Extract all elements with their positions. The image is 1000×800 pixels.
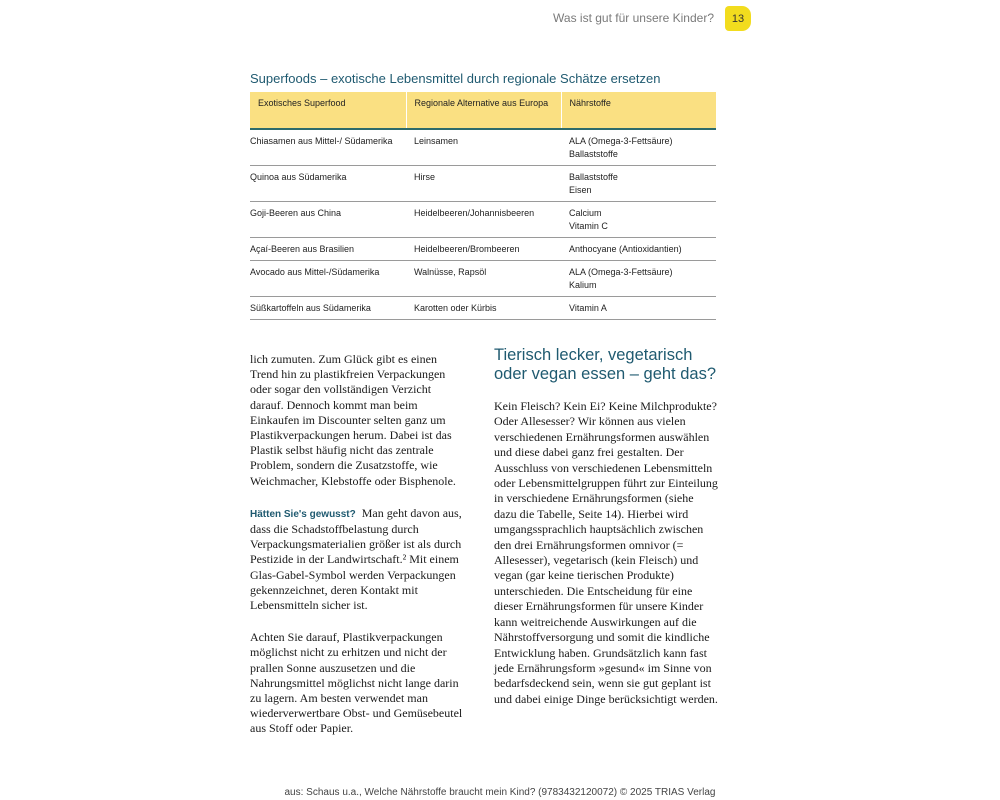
nutrient: Calcium: [569, 208, 602, 218]
nutrient: ALA (Omega-3-Fettsäure): [569, 267, 673, 277]
running-header: Was ist gut für unsere Kinder?: [553, 11, 714, 25]
cell-nutrients: [561, 129, 716, 166]
page-number-badge: 13: [725, 6, 751, 31]
cell-alternative: Hirse: [406, 166, 561, 202]
column-header: Regionale Alternative aus Europa: [406, 92, 561, 129]
body-paragraph: lich zumuten. Zum Glück gibt es einen Trend hin zu plastikfreien Verpackungen oder sogar den vollständigen Verzicht darauf. Dennoch kommt man beim Einkaufen im Discounter selten ganz um Plastikverpackungen herum. Dabei ist das Plastik selbst häufig nicht das zentrale Problem, sondern die Zusatzstoffe, wie Weichmacher, Klebstoffe oder Bisphenole.: [250, 352, 456, 488]
table-row: [250, 202, 716, 238]
right-text-column: [494, 346, 718, 707]
cell-nutrients: [561, 238, 716, 261]
table-title: Superfoods – exotische Lebensmittel durch regionale Schätze ersetzen: [250, 71, 661, 86]
cell-superfood: Açaí-Beeren aus Brasilien: [250, 238, 406, 261]
cell-superfood: Goji-Beeren aus China: [250, 202, 406, 238]
cell-superfood: Süßkartoffeln aus Südamerika: [250, 297, 406, 320]
body-paragraph: Achten Sie darauf, Plastikverpackungen möglichst nicht zu erhitzen und nicht der prallen Sonne auszusetzen und die Nahrungsmittel möglichst nicht lange darin zu lagern. Am besten verwendet man wiederverwertbare Obst- und Gemüsebeutel aus Stoff oder Papier.: [250, 630, 463, 736]
cell-nutrients: [561, 166, 716, 202]
nutrient: Vitamin A: [569, 303, 607, 313]
cell-nutrients: [561, 202, 716, 238]
nutrient: Anthocyane (Antioxidantien): [569, 244, 682, 254]
nutrient: Eisen: [569, 185, 592, 195]
section-heading: Tierisch lecker, vegetarisch oder vegan essen – geht das?: [494, 346, 717, 383]
nutrient: Ballaststoffe: [569, 149, 618, 159]
nutrient: Vitamin C: [569, 221, 608, 231]
cell-superfood: Quinoa aus Südamerika: [250, 166, 406, 202]
body-paragraph: Kein Fleisch? Kein Ei? Keine Milchprodukte? Oder Allesesser? Wir können aus vielen verschiedenen Ernährungsformen auswählen und diese dabei ganz frei gestalten. Der Ausschluss von verschiedenen Lebensmitteln oder Lebensmittelgruppen führt zur Einteilung in verschiedene Ernährungsformen (siehe dazu die Tabelle, Seite 14). Hierbei wird umgangssprachlich hauptsächlich zwischen den drei Ernährungsformen omnivor (= Allesesser), vegetarisch (kein Fleisch) und vegan (gar keine tierischen Produkte) unterschieden. Die Entscheidung für eine dieser Ernährungsformen für unsere Kinder kann weitreichende Auswirkungen auf die Nährstoffversorgung und somit die kindliche Entwicklung haben. Grundsätzlich kann fast jede Ernährungsform »gesund« im Sinne von bedarfsdeckend sein, wenn sie gut geplant ist und dabei einige Dinge berücksichtigt werden.: [494, 399, 718, 706]
cell-alternative: Heidelbeeren/Johannisbeeren: [406, 202, 561, 238]
cell-alternative: Heidelbeeren/Brombeeren: [406, 238, 561, 261]
table-row: [250, 297, 716, 320]
table-row: [250, 129, 716, 166]
did-you-know-label: Hätten Sie's gewusst?: [250, 508, 356, 520]
superfoods-table: [250, 92, 716, 320]
table-header-row: [250, 92, 716, 129]
column-header: Nährstoffe: [561, 92, 716, 129]
did-you-know-text: Man geht davon aus, dass die Schadstoffbelastung durch Verpackungsmaterialien größer ist als durch Pestizide in der Landwirtschaft.² Mit einem Glas-Gabel-Symbol werden Verpackungen gekennzeichnet, deren Kontakt mit Lebensmitteln sicher ist.: [250, 505, 462, 613]
left-text-column: [250, 352, 466, 752]
column-header: Exotisches Superfood: [250, 92, 406, 129]
cell-alternative: Walnüsse, Rapsöl: [406, 261, 561, 297]
cell-nutrients: [561, 261, 716, 297]
nutrient: Ballaststoffe: [569, 172, 618, 182]
source-footer: aus: Schaus u.a., Welche Nährstoffe braucht mein Kind? (9783432120072) © 2025 TRIAS Verlag: [284, 787, 716, 798]
cell-superfood: Chiasamen aus Mittel-/ Südamerika: [250, 129, 406, 166]
table-row: [250, 238, 716, 261]
cell-alternative: Leinsamen: [406, 129, 561, 166]
cell-nutrients: [561, 297, 716, 320]
cell-alternative: Karotten oder Kürbis: [406, 297, 561, 320]
nutrient: Kalium: [569, 280, 597, 290]
cell-superfood: Avocado aus Mittel-/Südamerika: [250, 261, 406, 297]
nutrient: ALA (Omega-3-Fettsäure): [569, 136, 673, 146]
table-row: [250, 166, 716, 202]
did-you-know-box: [250, 506, 466, 613]
table-row: [250, 261, 716, 297]
